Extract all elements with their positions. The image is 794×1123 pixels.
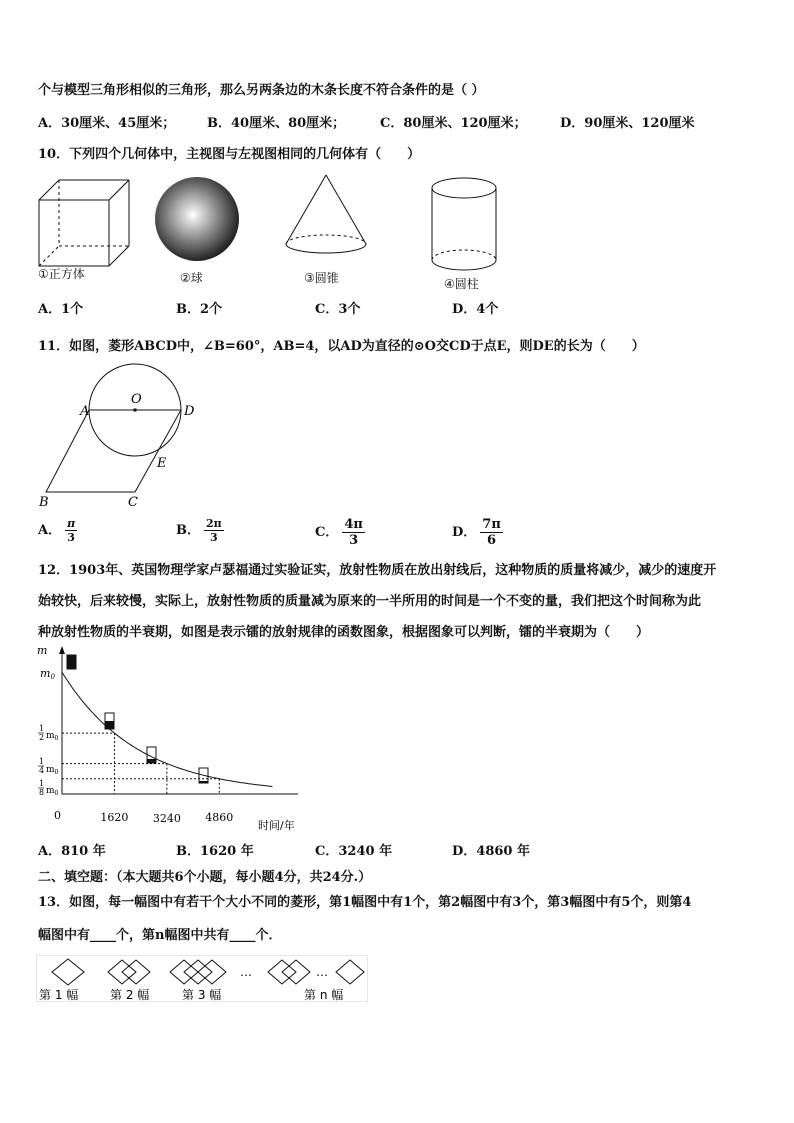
q11-option-d[interactable]: D． $\frac{7\pi}{6}$ <box>452 517 501 548</box>
q13-stem-line2: 幅图中有____个，第n幅图中共有____个． <box>38 928 282 943</box>
x-tick-4860: 4860 <box>205 811 234 824</box>
q9-option-a[interactable]: A．30厘米、45厘米； <box>38 116 176 131</box>
point-b-label: B <box>39 495 49 510</box>
ellipsis-2: … <box>316 965 328 979</box>
q13-stem-line1: 13．如图，每一幅图中有若干个大小不同的菱形，第1幅图中有1个，第2幅图中有3个，第3幅图中有5个，则第4 <box>38 895 692 910</box>
x-tick-3240: 3240 <box>152 812 181 825</box>
q10-stem: 10．下列四个几何体中，主视图与左视图相同的几何体有（ ） <box>38 147 421 162</box>
svg-text:m0: $m_0$ <box>46 786 59 797</box>
q10-option-d[interactable]: D．4个 <box>452 302 499 317</box>
q11-stem: 11．如图，菱形ABCD中，∠B=60°，AB=4，以AD为直径的⊙O交CD于点E，则DE的长为（ ） <box>38 339 645 354</box>
q11-option-c[interactable]: C． $\frac{4\pi}{3}$ <box>315 517 363 548</box>
q9-option-c[interactable]: C．80厘米、120厘米； <box>380 116 527 131</box>
q10-solids-svg <box>34 172 504 294</box>
q12-stem-line3: 种放射性物质的半衰期，如图是表示镭的放射规律的函数图象，根据图象可以判断，镭的半衰期为（ ） <box>38 625 650 640</box>
q10-option-a[interactable]: A．1个 <box>38 302 84 317</box>
svg-text:m0: $m_0$ <box>46 765 59 776</box>
cylinder-shape <box>432 178 496 270</box>
point-c-label: C <box>128 495 138 510</box>
y-axis-label: m <box>37 644 48 657</box>
q13-rhombus-pattern-figure <box>36 955 368 1005</box>
fign-rhombus-3 <box>336 960 364 984</box>
q10-option-b[interactable]: B．2个 <box>176 302 223 317</box>
q9-option-b[interactable]: B．40厘米、80厘米； <box>207 116 346 131</box>
q13-pattern-svg <box>36 955 368 1005</box>
y-tick-quarter: 1 <box>39 757 45 766</box>
ellipsis-1: … <box>240 965 252 979</box>
q10-solids-figure <box>34 172 504 294</box>
x-axis-label: 时间/年 <box>258 819 295 832</box>
shape-label-sphere: ②球 <box>180 271 203 285</box>
q12-decay-chart <box>36 644 306 834</box>
y-tick-m0: m0 <box>40 667 55 681</box>
point-d-label: D <box>184 404 195 419</box>
q12-option-b[interactable]: B．1620 年 <box>176 844 254 859</box>
q12-option-a[interactable]: A．810 年 <box>38 844 106 859</box>
q12-option-d[interactable]: D．4860 年 <box>452 844 530 859</box>
shape-label-cone: ③圆锥 <box>304 271 339 285</box>
q11-option-b[interactable]: B． $\frac{2\pi}{3}$ <box>176 517 222 544</box>
y-tick-eighth: 1 <box>39 779 45 788</box>
point-e-label: E <box>157 456 167 471</box>
x-origin-label: 0 <box>54 809 61 822</box>
caption-fign: 第 n 幅 <box>304 988 344 1002</box>
sample-icon-1 <box>67 655 76 669</box>
svg-text:8: 8 <box>39 788 45 797</box>
q12-option-c[interactable]: C．3240 年 <box>315 844 393 859</box>
q12-stem-line2: 始较快，后来较慢，实际上，放射性物质的质量减为原来的一半所用的时间是一个不变的量，我们把这个时间称为此 <box>38 594 702 609</box>
caption-fig1: 第 1 幅 <box>39 988 79 1002</box>
center-o-dot <box>134 409 137 412</box>
svg-text:2: 2 <box>39 733 45 742</box>
q12-decay-svg <box>36 644 306 834</box>
q11-rhombus-figure <box>36 360 206 512</box>
svg-text:m0: $m_0$ <box>46 731 59 742</box>
caption-fig2: 第 2 幅 <box>110 988 150 1002</box>
shape-label-cylinder: ④圆柱 <box>444 277 479 291</box>
q10-option-c[interactable]: C．3个 <box>315 302 361 317</box>
q11-option-a[interactable]: A． $\frac{\pi}{3}$ <box>38 517 76 544</box>
shape-label-cube: ①正方体 <box>38 267 85 281</box>
q12-stem-line1: 12．1903年、英国物理学家卢瑟福通过实验证实，放射性物质在放出射线后，这种物质的质量将减少，减少的速度开 <box>38 563 717 578</box>
cone-shape <box>286 175 366 253</box>
y-axis-arrow <box>59 646 65 654</box>
svg-text:4: 4 <box>39 766 45 775</box>
q11-rhombus-svg <box>36 360 206 512</box>
caption-fig3: 第 3 幅 <box>182 988 222 1002</box>
y-tick-half: 1 <box>39 724 45 733</box>
section-2-heading: 二、填空题：（本大题共6个小题，每小题4分，共24分.） <box>38 870 372 885</box>
point-a-label: A <box>80 404 90 419</box>
fig1-rhombus <box>52 959 84 985</box>
point-o-label: O <box>131 392 142 407</box>
cube-shape <box>39 180 129 266</box>
sphere-shape <box>155 177 239 261</box>
q9-option-d[interactable]: D．90厘米、120厘米 <box>560 116 695 131</box>
x-tick-1620: 1620 <box>100 811 129 824</box>
q9-stem-tail: 个与模型三角形相似的三角形，那么另两条边的木条长度不符合条件的是（ ） <box>38 83 485 98</box>
